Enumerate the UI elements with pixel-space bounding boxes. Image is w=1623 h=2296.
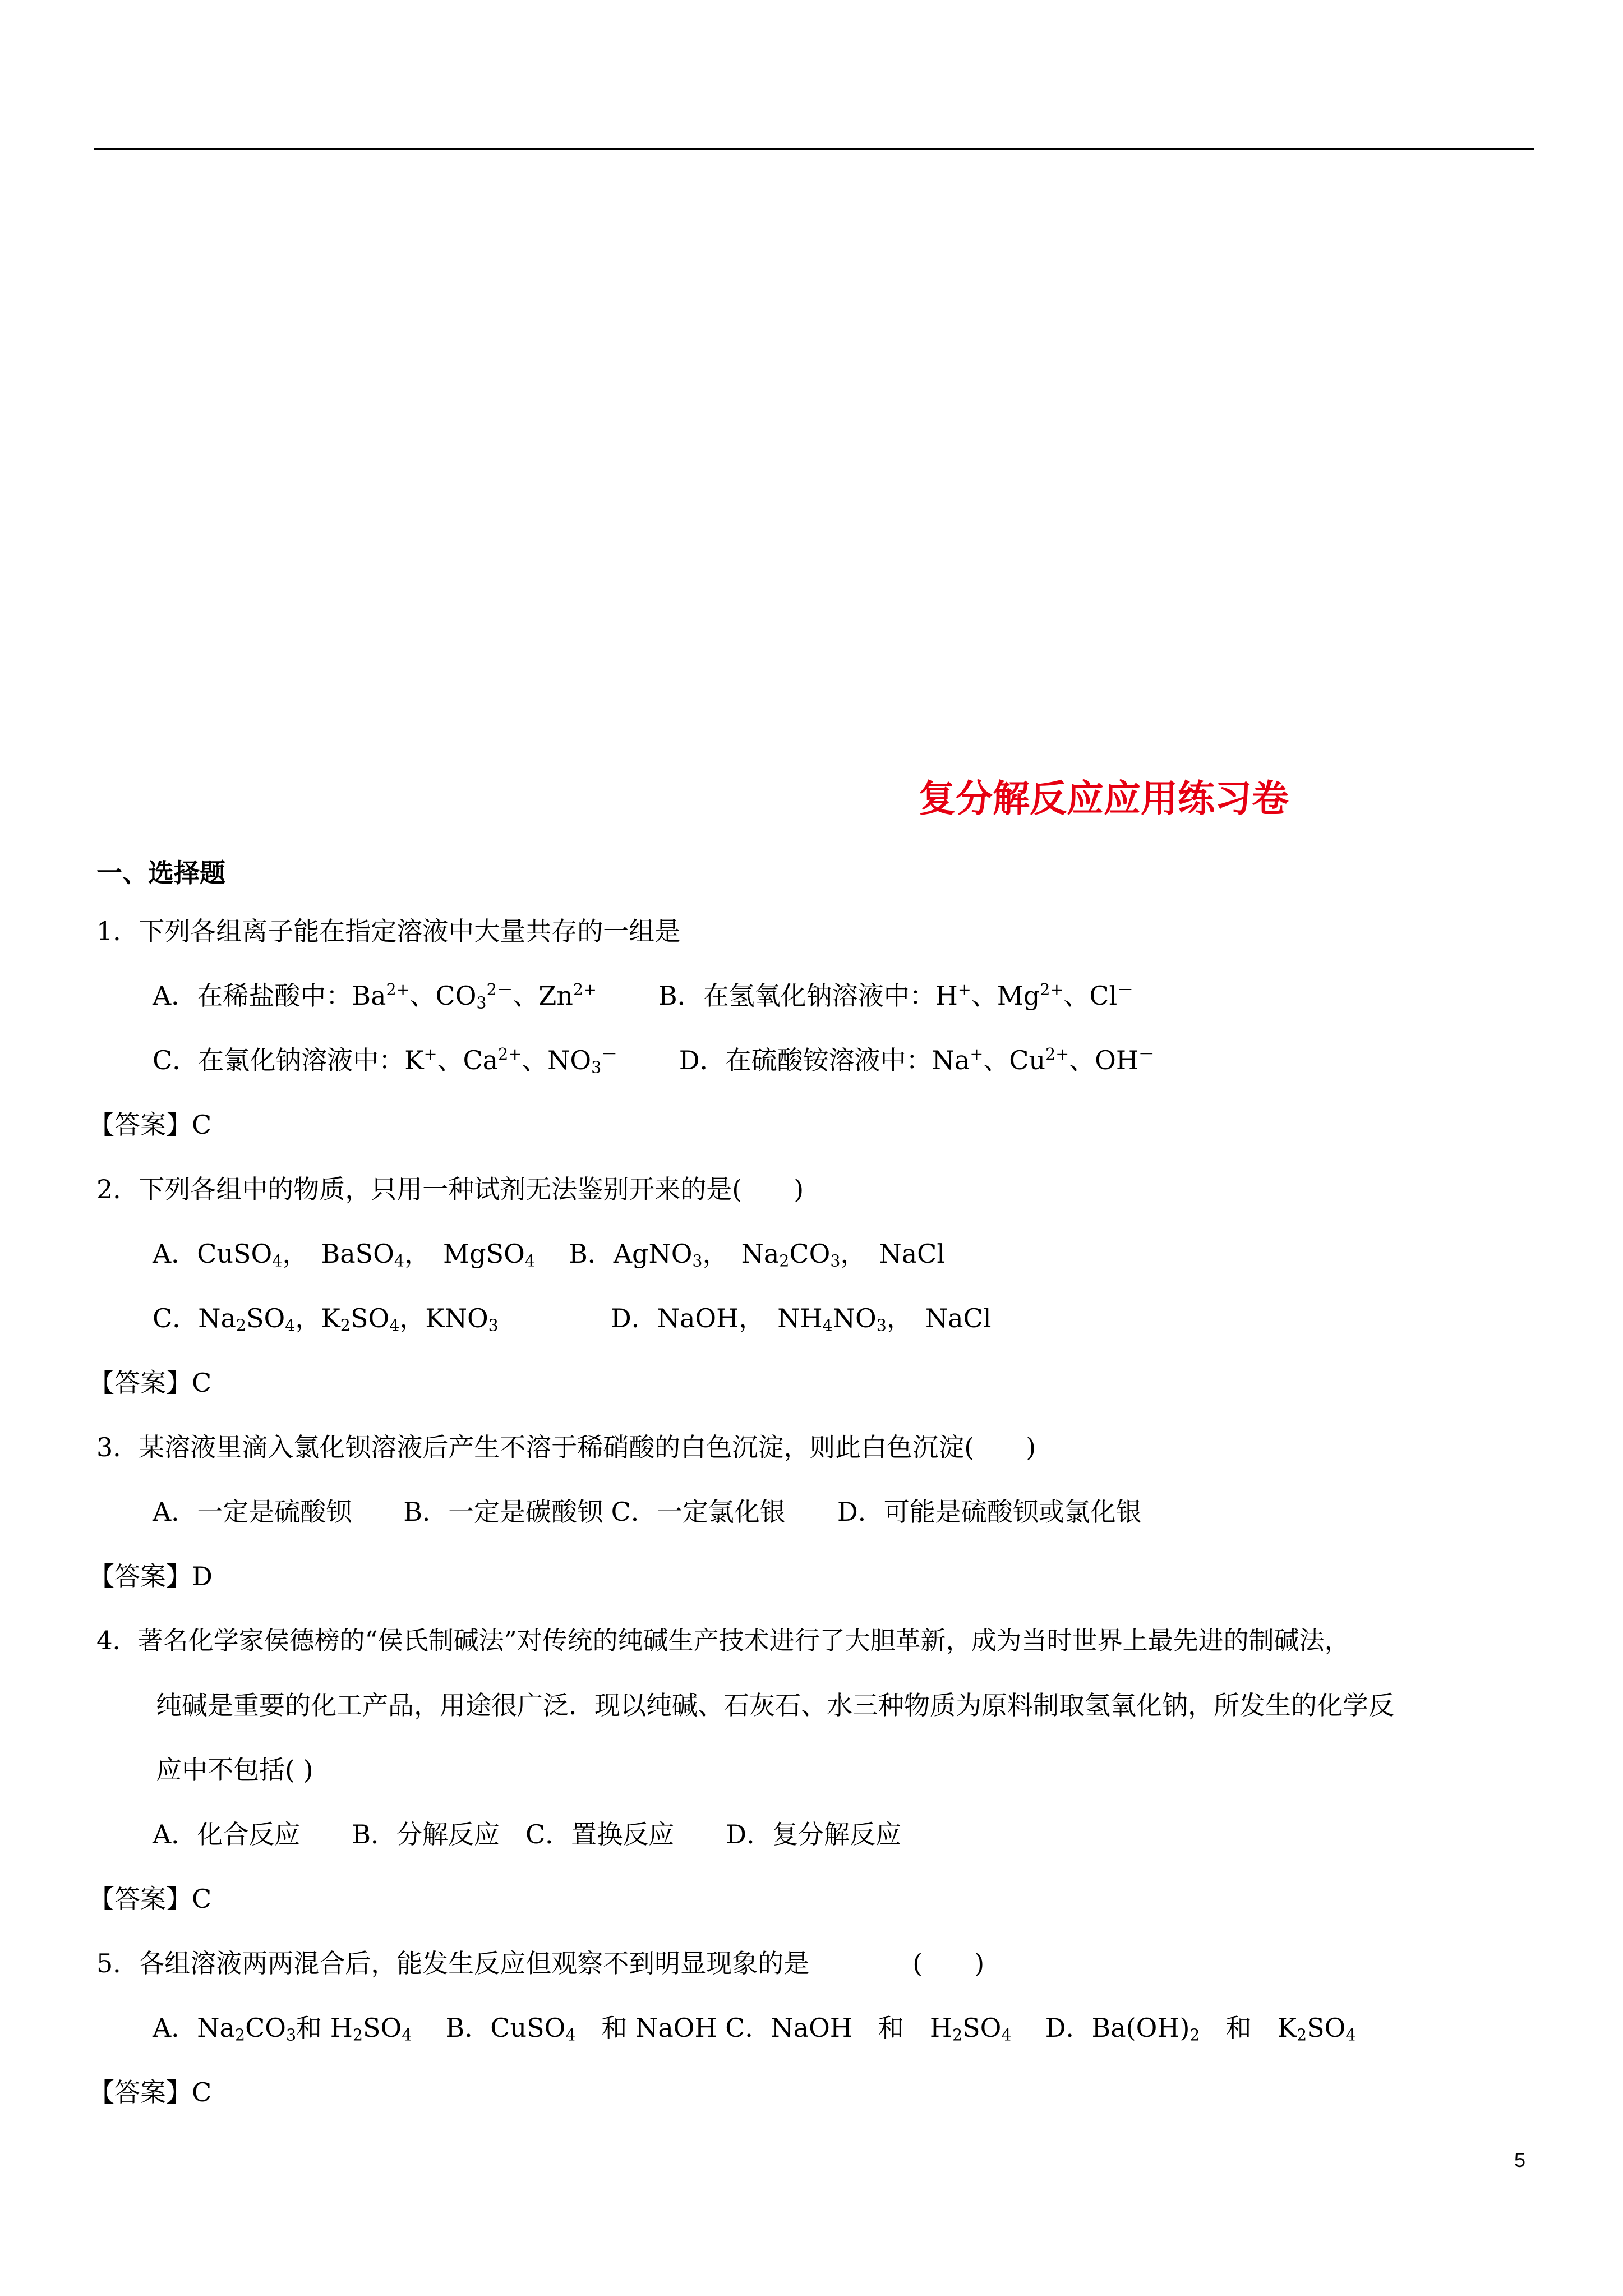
page-number: 5 [1514, 2148, 1526, 2171]
page-title: 复分解反应应用练习卷 [919, 777, 1289, 820]
question-1-stem: 1．下列各组离子能在指定溶液中大量共存的一组是 [96, 916, 681, 946]
question-3-options: A．一定是硫酸钡 B．一定是碳酸钡 C．一定氯化银 D．可能是硫酸钡或氯化银 [153, 1497, 1142, 1527]
question-1-options-ab: A．在稀盐酸中：$Ba^{2+}$、$CO_3^{2-}$、$Zn^{2+}$ B．在氢氧化钠溶液中：H+、$Mg^{2+}$、Cl－ [153, 980, 1133, 1013]
question-4-stem-line-2: 纯碱是重要的化工产品，用途很广泛．现以纯碱、石灰石、水三种物质为原料制取氢氧化钠，所发生的化学反 [156, 1690, 1394, 1720]
question-5-stem: 5．各组溶液两两混合后，能发生反应但观察不到明显现象的是 ( ) [96, 1948, 985, 1978]
question-1-answer: 【答案】C [89, 1110, 212, 1140]
question-4-answer: 【答案】C [89, 1884, 212, 1914]
question-2-stem: 2．下列各组中的物质，只用一种试剂无法鉴别开来的是( ) [96, 1174, 804, 1204]
question-4-options: A．化合反应 B．分解反应 C．置换反应 D．复分解反应 [153, 1819, 902, 1849]
question-2-options-ab: A．CuSO$_4$， BaSO$_4$， MgSO$_4$ B．AgNO$_3$， $Na_2CO_3$， NaCl [153, 1239, 946, 1271]
question-2-answer: 【答案】C [89, 1368, 212, 1398]
section-heading: 一、选择题 [96, 858, 225, 888]
question-3-answer: 【答案】D [89, 1561, 213, 1591]
question-4-stem-line-3: 应中不包括( ) [156, 1755, 313, 1785]
question-5-options: A．$Na_2CO_3$和 $H_2SO_4$ B．CuSO$_4$ 和 NaOH C．NaOH 和 $H_2SO_4$ D．$Ba(OH)_2$ 和 $K_2SO_4$ [153, 2013, 1356, 2045]
question-1-options-cd: C．在氯化钠溶液中：K+、$Ca^{2+}$、$NO_3^-$ D．在硫酸铵溶液中：Na+、$Cu^{2+}$、OH－ [153, 1045, 1155, 1077]
question-5-answer: 【答案】C [89, 2077, 212, 2108]
header-rule [94, 148, 1534, 150]
question-4-stem-line-1: 4．著名化学家侯德榜的“侯氏制碱法”对传统的纯碱生产技术进行了大胆革新，成为当时世界上最先进的制碱法， [96, 1626, 1350, 1655]
question-2-options-cd: C．$Na_2SO_4$，$K_2SO_4$，$KNO_3$ D．NaOH， $NH_4NO_3$， NaCl [153, 1303, 992, 1335]
question-3-stem: 3．某溶液里滴入氯化钡溶液后产生不溶于稀硝酸的白色沉淀，则此白色沉淀( ) [96, 1432, 1036, 1462]
